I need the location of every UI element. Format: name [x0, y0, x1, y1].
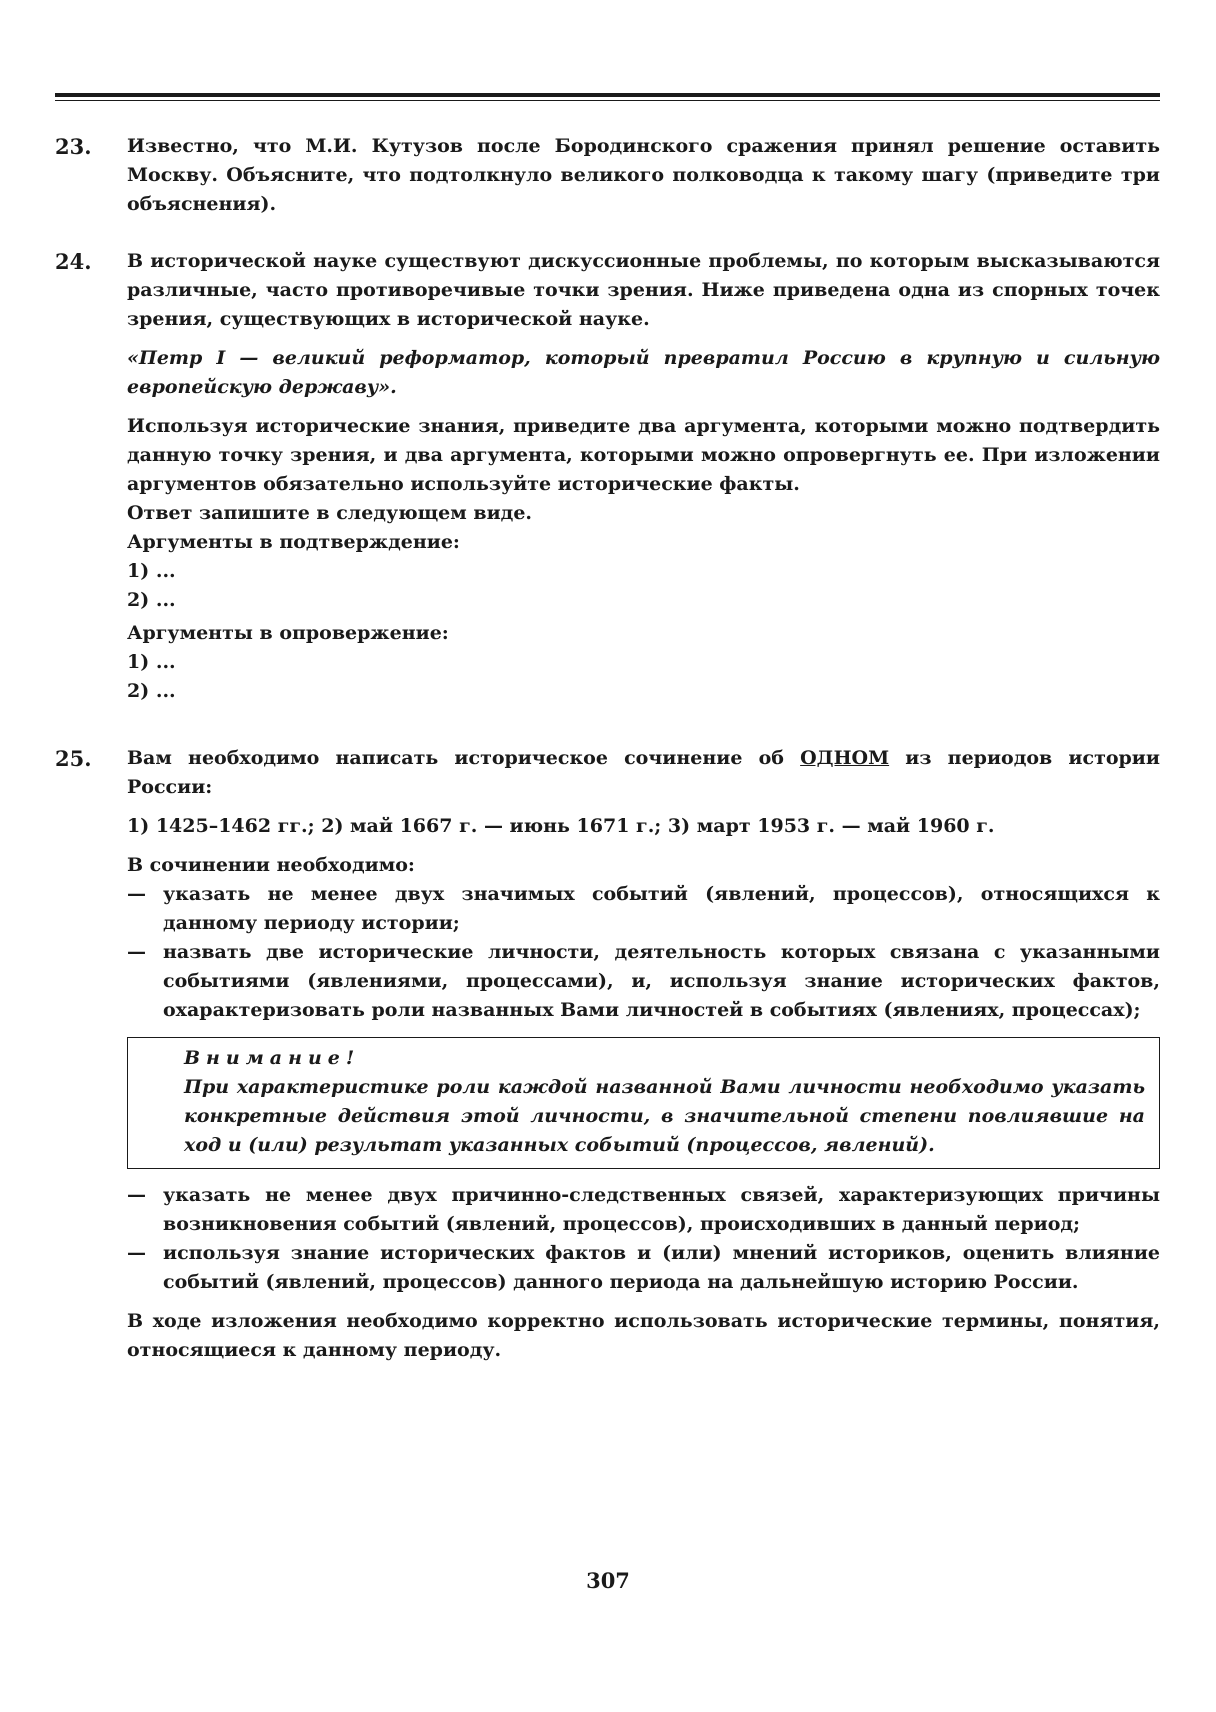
task-number: 25. [55, 746, 92, 771]
requirement-text: назвать две исторические личности, деятельность которых связана с указанными событиями (явлениями, процессами), и, используя знание исторических фактов, охарактеризовать роли названных Вами личностей в событиях (явлениях, процессах); [163, 941, 1160, 1021]
intro-underlined: ОДНОМ [800, 747, 890, 769]
dash-marker: — [127, 941, 146, 963]
task-number: 24. [55, 249, 92, 274]
confirm-item: 1) ... [127, 560, 176, 582]
periods: 1) 1425–1462 гг.; 2) май 1667 г. — июнь 1671 г.; 3) март 1953 г. — май 1960 г. [127, 815, 995, 837]
dash-marker: — [127, 883, 146, 905]
task-intro [127, 744, 1160, 802]
requirement-item [127, 1239, 1160, 1297]
requirement-text: указать не менее двух значимых событий (явлений, процессов), относящихся к данному периоду истории; [163, 883, 1160, 934]
task-instruction: Используя исторические знания, приведите два аргумента, которыми можно подтвердить данную точку зрения, и два аргумента, которыми можно опровергнуть ее. При изложении аргументов обязательно используйте исторические факты. [127, 415, 1160, 495]
requirement-item [127, 1181, 1160, 1239]
dash-marker: — [127, 1242, 146, 1264]
confirm-label: Аргументы в подтверждение: [127, 531, 460, 553]
header-rule-thick [55, 93, 1160, 97]
refute-label: Аргументы в опровержение: [127, 622, 449, 644]
task-25 [55, 744, 1160, 1365]
task-23 [55, 132, 1160, 219]
requirement-item [127, 880, 1160, 938]
page-number: 307 [586, 1568, 630, 1593]
task-intro: В исторической науке существуют дискуссионные проблемы, по которым высказываются различные, часто противоречивые точки зрения. Ниже приведена одна из спорных точек зрения, существующих в исторической науке. [127, 250, 1160, 330]
attention-text: При характеристике роли каждой названной Вами личности необходимо указать конкретные действия этой личности, в значительной степени повлиявшие на ход и (или) результат указанных событий (процессов, явлений). [184, 1076, 1145, 1156]
dash-marker: — [127, 1184, 146, 1206]
task-text: Известно, что М.И. Кутузов после Бородинского сражения принял решение оставить Москву. Объясните, что подтолкнуло великого полководца к такому шагу (приведите три объяснения). [127, 135, 1160, 215]
confirm-item: 2) ... [127, 589, 176, 611]
refute-item: 1) ... [127, 651, 176, 673]
intro-after: из периодов истории России: [127, 747, 1160, 798]
requirement-text: указать не менее двух причинно-следственных связей, характеризующих причины возникновения событий (явлений, процессов), происходивших в данный период; [163, 1184, 1160, 1235]
requirement-item [127, 938, 1160, 1025]
closing-text: В ходе изложения необходимо корректно использовать исторические термины, понятия, относящиеся к данному периоду. [127, 1310, 1160, 1361]
answer-format: Ответ запишите в следующем виде. [127, 502, 533, 524]
attention-title: Внимание! [184, 1047, 361, 1069]
task-24 [55, 247, 1160, 706]
attention-box [127, 1037, 1160, 1169]
refute-item: 2) ... [127, 680, 176, 702]
header-rule-thin [55, 100, 1160, 101]
requirement-text: используя знание исторических фактов и (или) мнений историков, оценить влияние событий (явлений, процессов) данного периода на дальнейшую историю России. [163, 1242, 1160, 1293]
quote: «Петр I — великий реформатор, который превратил Россию в крупную и сильную европейскую державу». [127, 347, 1160, 398]
intro-before: Вам необходимо написать историческое сочинение об [127, 747, 801, 769]
requirements-label: В сочинении необходимо: [127, 854, 415, 876]
task-number: 23. [55, 134, 92, 159]
